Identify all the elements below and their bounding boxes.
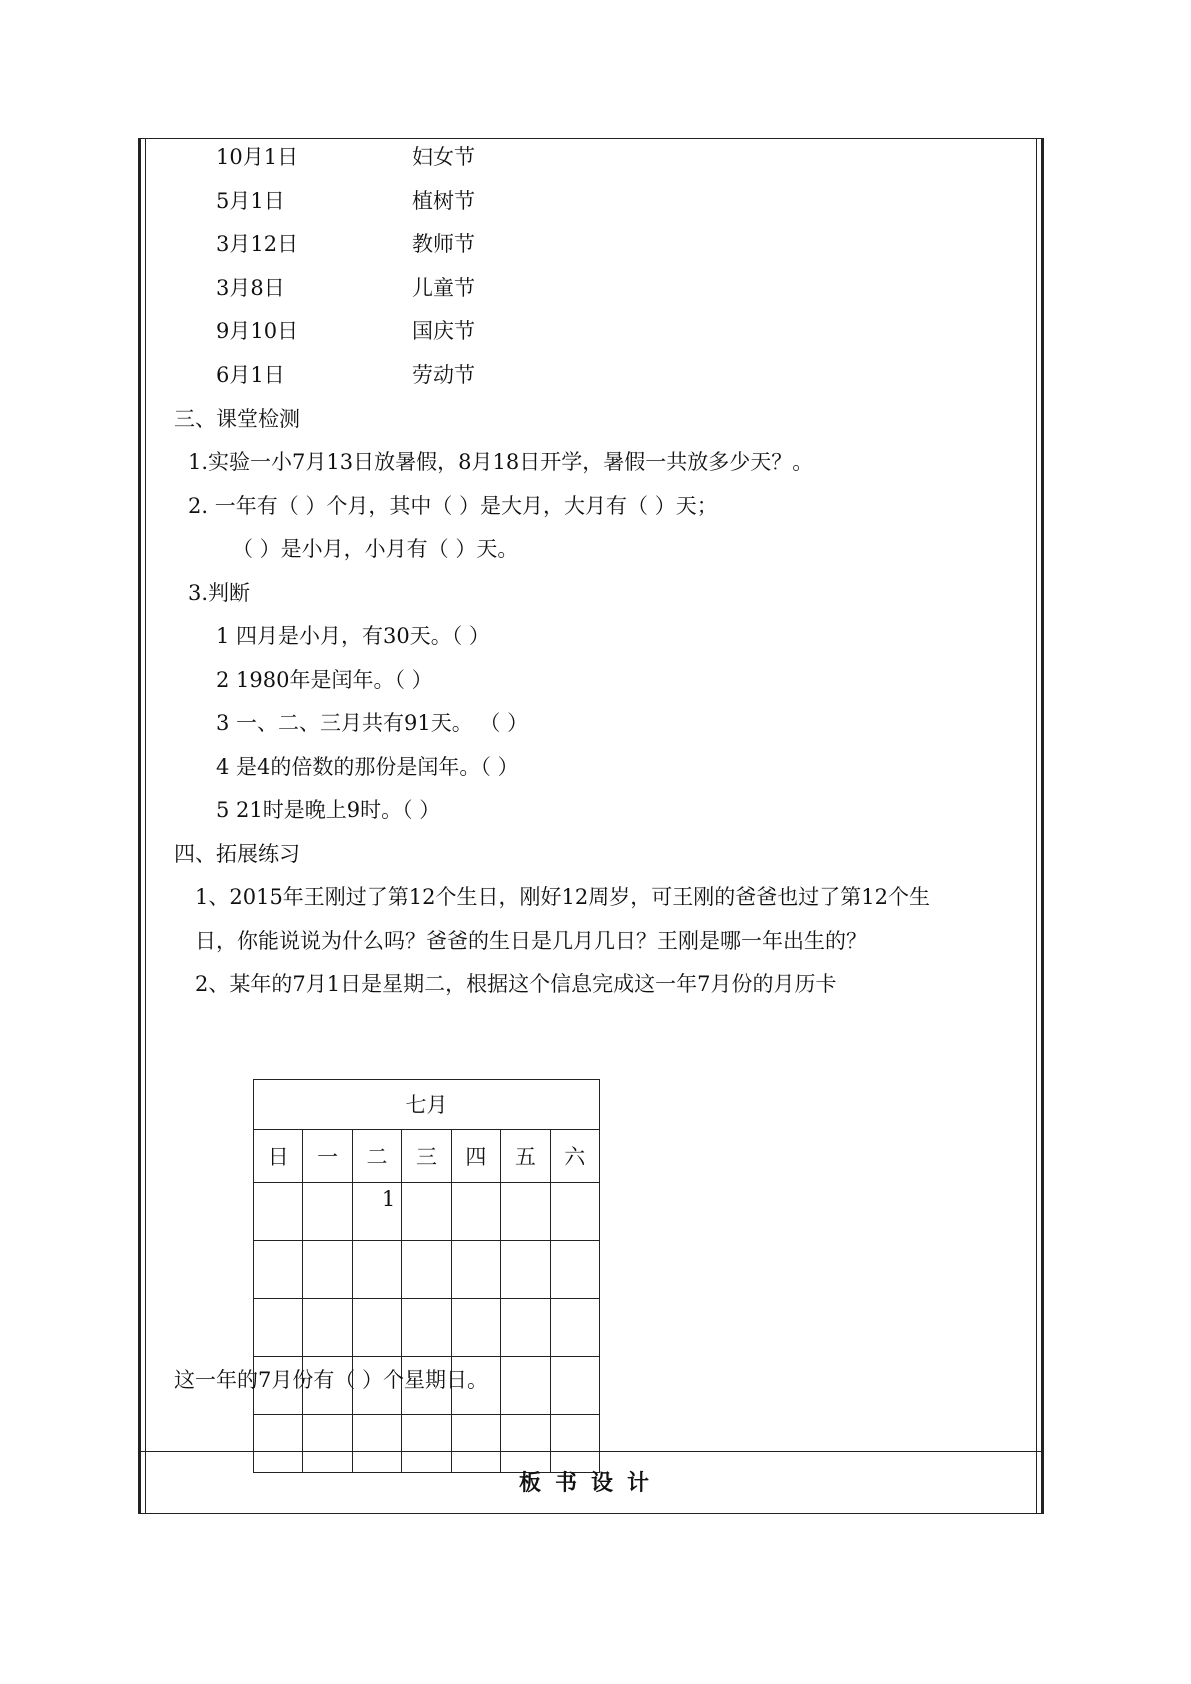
extension-question-1-line2: 日，你能说说为什么吗？爸爸的生日是几月几日？王刚是哪一年出生的？ — [195, 929, 867, 953]
weekday-fri: 五 — [501, 1129, 550, 1182]
calendar-cell[interactable] — [254, 1298, 303, 1356]
calendar-cell[interactable] — [550, 1182, 599, 1240]
festival-1: 妇女节 — [412, 145, 475, 169]
date-6: 6月1日 — [216, 363, 285, 387]
judgment-2: 2 1980年是闰年。（ ） — [216, 668, 433, 692]
date-1: 10月1日 — [216, 145, 299, 169]
calendar-cell[interactable] — [550, 1240, 599, 1298]
section3-heading: 三、课堂检测 — [174, 407, 300, 431]
calendar-cell[interactable] — [303, 1298, 352, 1356]
weekday-wed: 三 — [402, 1129, 451, 1182]
weekday-mon: 一 — [303, 1129, 352, 1182]
judgment-3: 3 一、二、三月共有91天。 （ ） — [216, 711, 529, 735]
festival-6: 劳动节 — [412, 363, 475, 387]
weekday-thu: 四 — [451, 1129, 500, 1182]
board-design-heading: 板书设计 — [518, 1471, 663, 1496]
calendar-cell[interactable] — [254, 1240, 303, 1298]
calendar-cell[interactable] — [254, 1414, 303, 1472]
calendar-cell[interactable] — [550, 1298, 599, 1356]
calendar-cell[interactable] — [303, 1182, 352, 1240]
calendar-cell-first-day: 1 — [352, 1182, 401, 1240]
judgment-1: 1 四月是小月，有30天。（ ） — [216, 624, 490, 648]
question-3-heading: 3.判断 — [188, 581, 251, 605]
question-2-line2: （ ）是小月，小月有（ ）天。 — [232, 537, 519, 561]
sunday-question: 这一年的7月份有（ ）个星期日。 — [174, 1368, 489, 1392]
calendar-cell[interactable] — [451, 1298, 500, 1356]
calendar-cell[interactable] — [501, 1298, 550, 1356]
calendar-cell[interactable] — [550, 1414, 599, 1472]
date-3: 3月12日 — [216, 232, 299, 256]
judgment-4: 4 是4的倍数的那份是闰年。（ ） — [216, 755, 519, 779]
calendar-cell[interactable] — [303, 1414, 352, 1472]
date-2: 5月1日 — [216, 189, 285, 213]
calendar-cell[interactable] — [501, 1240, 550, 1298]
calendar-cell[interactable] — [303, 1240, 352, 1298]
festival-2: 植树节 — [412, 189, 475, 213]
date-4: 3月8日 — [216, 276, 285, 300]
weekday-tue: 二 — [352, 1129, 401, 1182]
calendar-cell[interactable] — [402, 1182, 451, 1240]
weekday-sun: 日 — [254, 1129, 303, 1182]
calendar-cell[interactable] — [402, 1414, 451, 1472]
extension-question-1-line1: 1、2015年王刚过了第12个生日，刚好12周岁，可王刚的爸爸也过了第12个生 — [195, 885, 930, 909]
calendar-cell[interactable] — [352, 1414, 401, 1472]
question-2-line1: 2. 一年有（ ）个月，其中（ ）是大月，大月有（ ）天； — [188, 494, 718, 518]
calendar-cell[interactable] — [550, 1356, 599, 1414]
calendar-cell[interactable] — [451, 1240, 500, 1298]
calendar-cell[interactable] — [402, 1240, 451, 1298]
section4-heading: 四、拓展练习 — [174, 842, 300, 866]
weekday-sat: 六 — [550, 1129, 599, 1182]
festival-4: 儿童节 — [412, 276, 475, 300]
question-1: 1.实验一小7月13日放暑假，8月18日开学，暑假一共放多少天？。 — [188, 450, 814, 474]
date-5: 9月10日 — [216, 319, 299, 343]
judgment-5: 5 21时是晚上9时。（ ） — [216, 798, 441, 822]
festival-3: 教师节 — [412, 232, 475, 256]
calendar-cell[interactable] — [451, 1182, 500, 1240]
calendar-cell[interactable] — [501, 1182, 550, 1240]
calendar-cell[interactable] — [352, 1298, 401, 1356]
july-calendar — [253, 1079, 600, 1473]
calendar-cell[interactable] — [451, 1414, 500, 1472]
calendar-cell[interactable] — [501, 1356, 550, 1414]
calendar-cell[interactable] — [501, 1414, 550, 1472]
calendar-cell[interactable] — [402, 1298, 451, 1356]
extension-question-2: 2、某年的7月1日是星期二，根据这个信息完成这一年7月份的月历卡 — [195, 972, 837, 996]
calendar-cell[interactable] — [352, 1240, 401, 1298]
calendar-cell[interactable] — [254, 1182, 303, 1240]
calendar-title: 七月 — [254, 1080, 600, 1130]
festival-5: 国庆节 — [412, 319, 475, 343]
